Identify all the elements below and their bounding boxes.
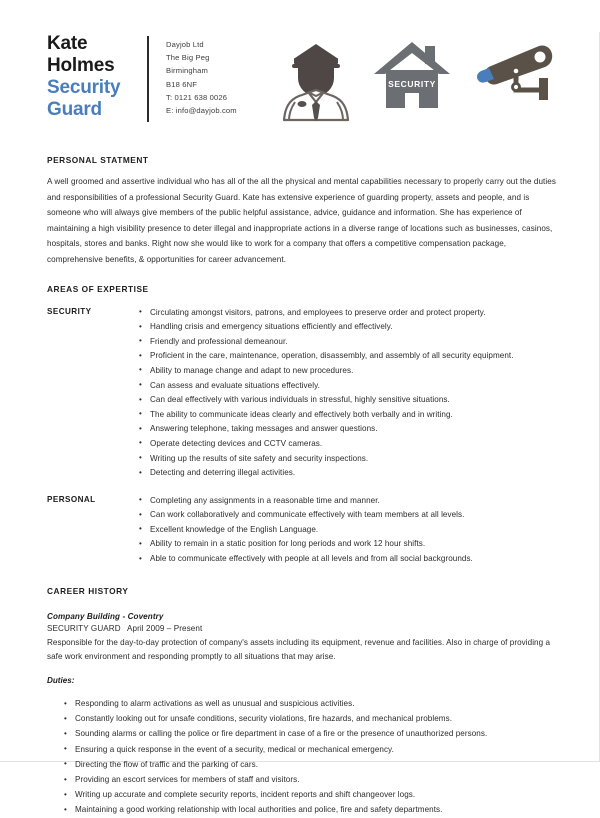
list-item: • Maintaining a good working relationship with local authorities and police, fire and safety departments.	[64, 802, 563, 817]
list-item: • Answering telephone, taking messages and answer questions.	[139, 422, 563, 437]
list-item: • Can deal effectively with various individuals in stressful, highly sensitive situations.	[139, 393, 563, 408]
contact-street: The Big Peg	[166, 53, 210, 63]
list-item: • Detecting and deterring illegal activities.	[139, 466, 563, 481]
contact-city: Birmingham	[166, 66, 209, 76]
job-title-line-1: Security	[47, 77, 121, 98]
resume-body	[47, 155, 563, 818]
expertise-bullet-list	[109, 494, 563, 567]
list-item: • Proficient in the care, maintenance, operation, disassembly, and assembly of all security equipment.	[139, 349, 563, 364]
contact-block	[149, 32, 237, 117]
resume-header	[47, 32, 561, 137]
list-item: • Excellent knowledge of the English Language.	[139, 523, 563, 538]
last-name: Holmes	[47, 55, 115, 76]
job-title-line-2: Guard	[47, 99, 102, 120]
list-item: • Sounding alarms or calling the police or fire department in case of a fire or the presence of unauthorized persons.	[64, 726, 563, 741]
security-house-icon	[373, 40, 451, 110]
list-item: • Ability to remain in a static position for long periods and work 12 hour shifts.	[139, 537, 563, 552]
section-career-history	[47, 586, 563, 818]
job-description: Responsible for the day-to-day protection of company's assets including its equipment, revenue and facilities. Also in charge of providing a safe work environment and responding promptly to all situations that may arise.	[47, 637, 551, 661]
contact-postcode: B18 6NF	[166, 79, 198, 89]
job-dates: April 2009 – Present	[127, 623, 203, 633]
contact-phone: T: 0121 638 0026	[166, 92, 228, 102]
list-item: • Can work collaboratively and communicate effectively with team members at all levels.	[139, 508, 563, 523]
list-item: • Can assess and evaluate situations effectively.	[139, 379, 563, 394]
career-history-heading: CAREER HISTORY	[47, 585, 129, 596]
list-item: • Operate detecting devices and CCTV cameras.	[139, 437, 563, 452]
list-item: • Writing up the results of site safety and security inspections.	[139, 452, 563, 467]
expertise-group-label: SECURITY	[47, 306, 92, 316]
list-item: • Able to communicate effectively with people at all levels and from all social backgrounds.	[139, 552, 563, 567]
job-company-location: Company Building - Coventry	[47, 611, 164, 621]
list-item: • Directing the flow of traffic and the parking of cars.	[64, 757, 563, 772]
section-areas-of-expertise	[47, 284, 563, 567]
name-and-title-block	[47, 32, 147, 121]
header-icon-strip	[237, 32, 561, 122]
contact-email: E: info@dayjob.com	[166, 106, 237, 116]
security-guard-icon	[281, 40, 351, 122]
contact-company: Dayjob Ltd	[166, 40, 204, 49]
list-item: • Providing an escort services for members of staff and visitors.	[64, 772, 563, 787]
section-personal-statement	[47, 155, 563, 268]
expertise-bullet-list	[109, 306, 563, 481]
job-meta	[47, 624, 563, 633]
list-item: • Responding to alarm activations as well as unusual and suspicious activities.	[64, 696, 563, 711]
cctv-camera-icon	[473, 40, 559, 106]
list-item: • Constantly looking out for unsafe conditions, security violations, fire hazards, and mechanical problems.	[64, 711, 563, 726]
expertise-group-security	[47, 306, 563, 481]
job-entry	[47, 612, 563, 818]
first-name: Kate	[47, 33, 88, 54]
security-house-label: SECURITY	[388, 79, 436, 89]
list-item: • Handling crisis and emergency situations efficiently and effectively.	[139, 320, 563, 335]
list-item: • The ability to communicate ideas clearly and effectively both verbally and in writing.	[139, 408, 563, 423]
job-role: SECURITY GUARD	[47, 623, 121, 633]
personal-statement-heading: PERSONAL STATMENT	[47, 155, 149, 165]
duties-list	[47, 696, 563, 818]
personal-statement-text: A well groomed and assertive individual who has all of the all the physical and mental capabilities necessary to properly carry out the duties and responsibilities of a professional Security Guard. Kate has extensive experience of guarding property, assets and people, and is someone who will always give members of the public helpful assistance, advice, guidance and information. She has experience of maintaining a high visibility presence to deter illegal and inappropriate actions in a diverse range of locations such as businesses, casinos, hospitals, stores and banks. Right now she would like to work for a company that offers a competitive compensation package, comprehensive benefits, & opportunities for career advancement.	[47, 177, 556, 264]
list-item: • Friendly and professional demeanour.	[139, 335, 563, 350]
expertise-group-personal	[47, 494, 563, 567]
duties-label: Duties:	[47, 676, 75, 686]
areas-of-expertise-heading: AREAS OF EXPERTISE	[47, 283, 149, 294]
expertise-group-label: PERSONAL	[47, 494, 96, 504]
list-item: • Completing any assignments in a reasonable time and manner.	[139, 494, 563, 509]
resume-page	[0, 32, 600, 815]
list-item: • Ensuring a quick response in the event of a security, medical or mechanical emergency.	[64, 742, 563, 757]
list-item: • Writing up accurate and complete security reports, incident reports and shift changeover logs.	[64, 787, 563, 802]
list-item: • Circulating amongst visitors, patrons, and employees to preserve order and protect property.	[139, 306, 563, 321]
list-item: • Ability to manage change and adapt to new procedures.	[139, 364, 563, 379]
